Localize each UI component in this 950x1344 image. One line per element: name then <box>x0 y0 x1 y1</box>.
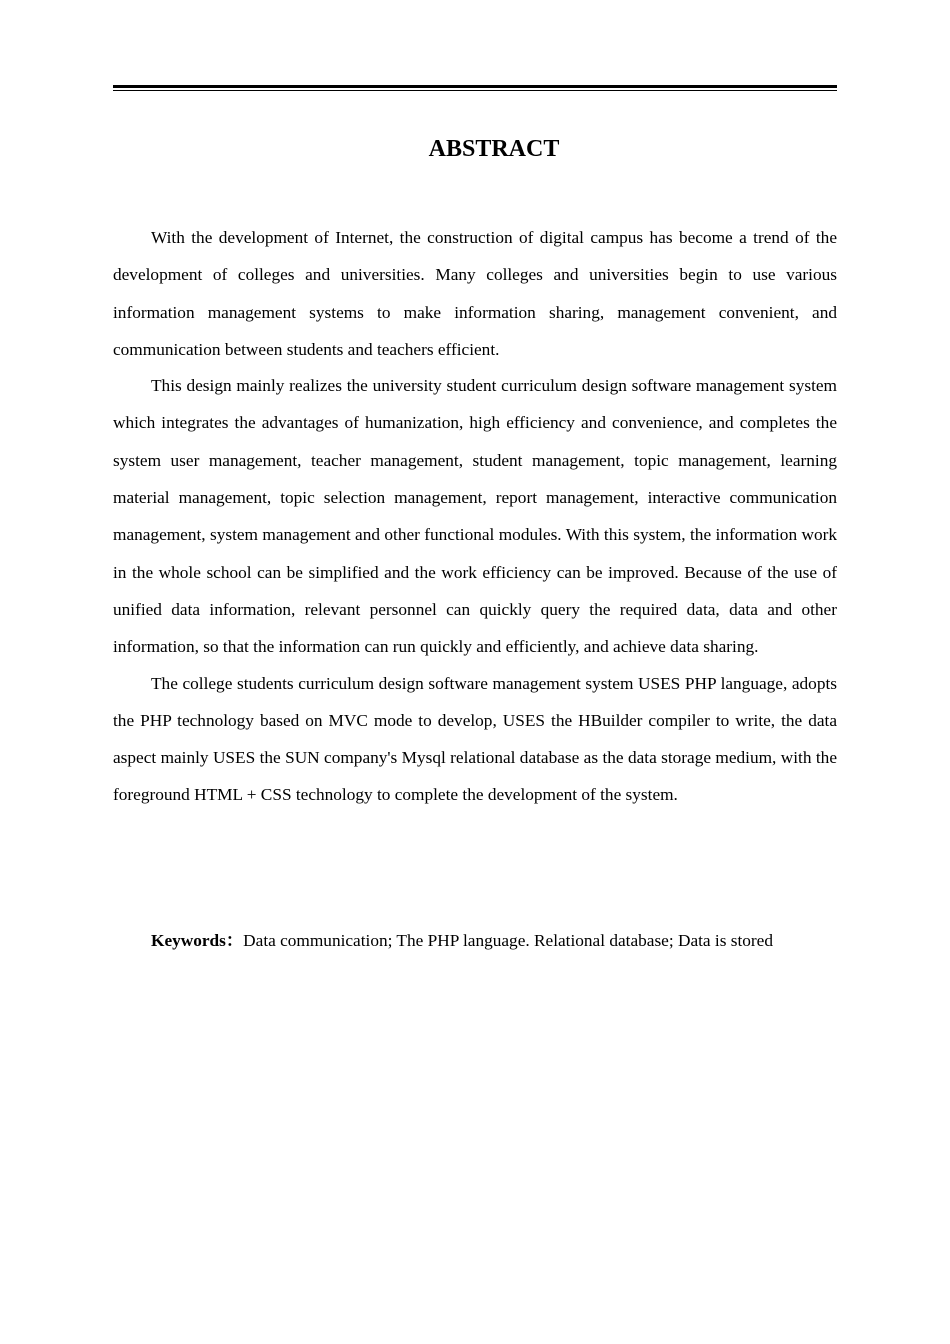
keywords-line <box>113 922 837 959</box>
abstract-paragraph-1: With the development of Internet, the construction of digital campus has become a trend of the development of colleges and universities. Many colleges and universities begin to use various information management systems to make information sharing, management convenient, and communication between students and teachers efficient. <box>113 228 837 359</box>
abstract-title: ABSTRACT <box>428 136 560 162</box>
header-rule-thick <box>113 85 837 88</box>
abstract-paragraph-3: The college students curriculum design software management system USES PHP language, adopts the PHP technology based on MVC mode to develop, USES the HBuilder compiler to write, the data aspect mainly USES the SUN company's Mysql relational database as the data storage medium, with the foreground HTML + CSS technology to complete the development of the system. <box>113 673 837 805</box>
abstract-body <box>113 219 837 813</box>
header-rule-thin <box>113 90 837 91</box>
abstract-paragraph-2: This design mainly realizes the university student curriculum design software management system which integrates the advantages of humanization, high efficiency and convenience, and completes the system user management, teacher management, student management, topic management, learning material management, topic selection management, report management, interactive communication management, system management and other functional modules. With this system, the information work in the whole school can be simplified and the work efficiency can be improved. Because of the use of unified data information, relevant personnel can quickly query the required data, data and other information, so that the information can run quickly and efficiently, and achieve data sharing. <box>113 376 837 657</box>
document-page <box>113 0 837 1344</box>
keywords-text: Data communication; The PHP language. Relational database; Data is stored <box>243 931 773 950</box>
keywords-label: Keywords： <box>151 931 244 950</box>
